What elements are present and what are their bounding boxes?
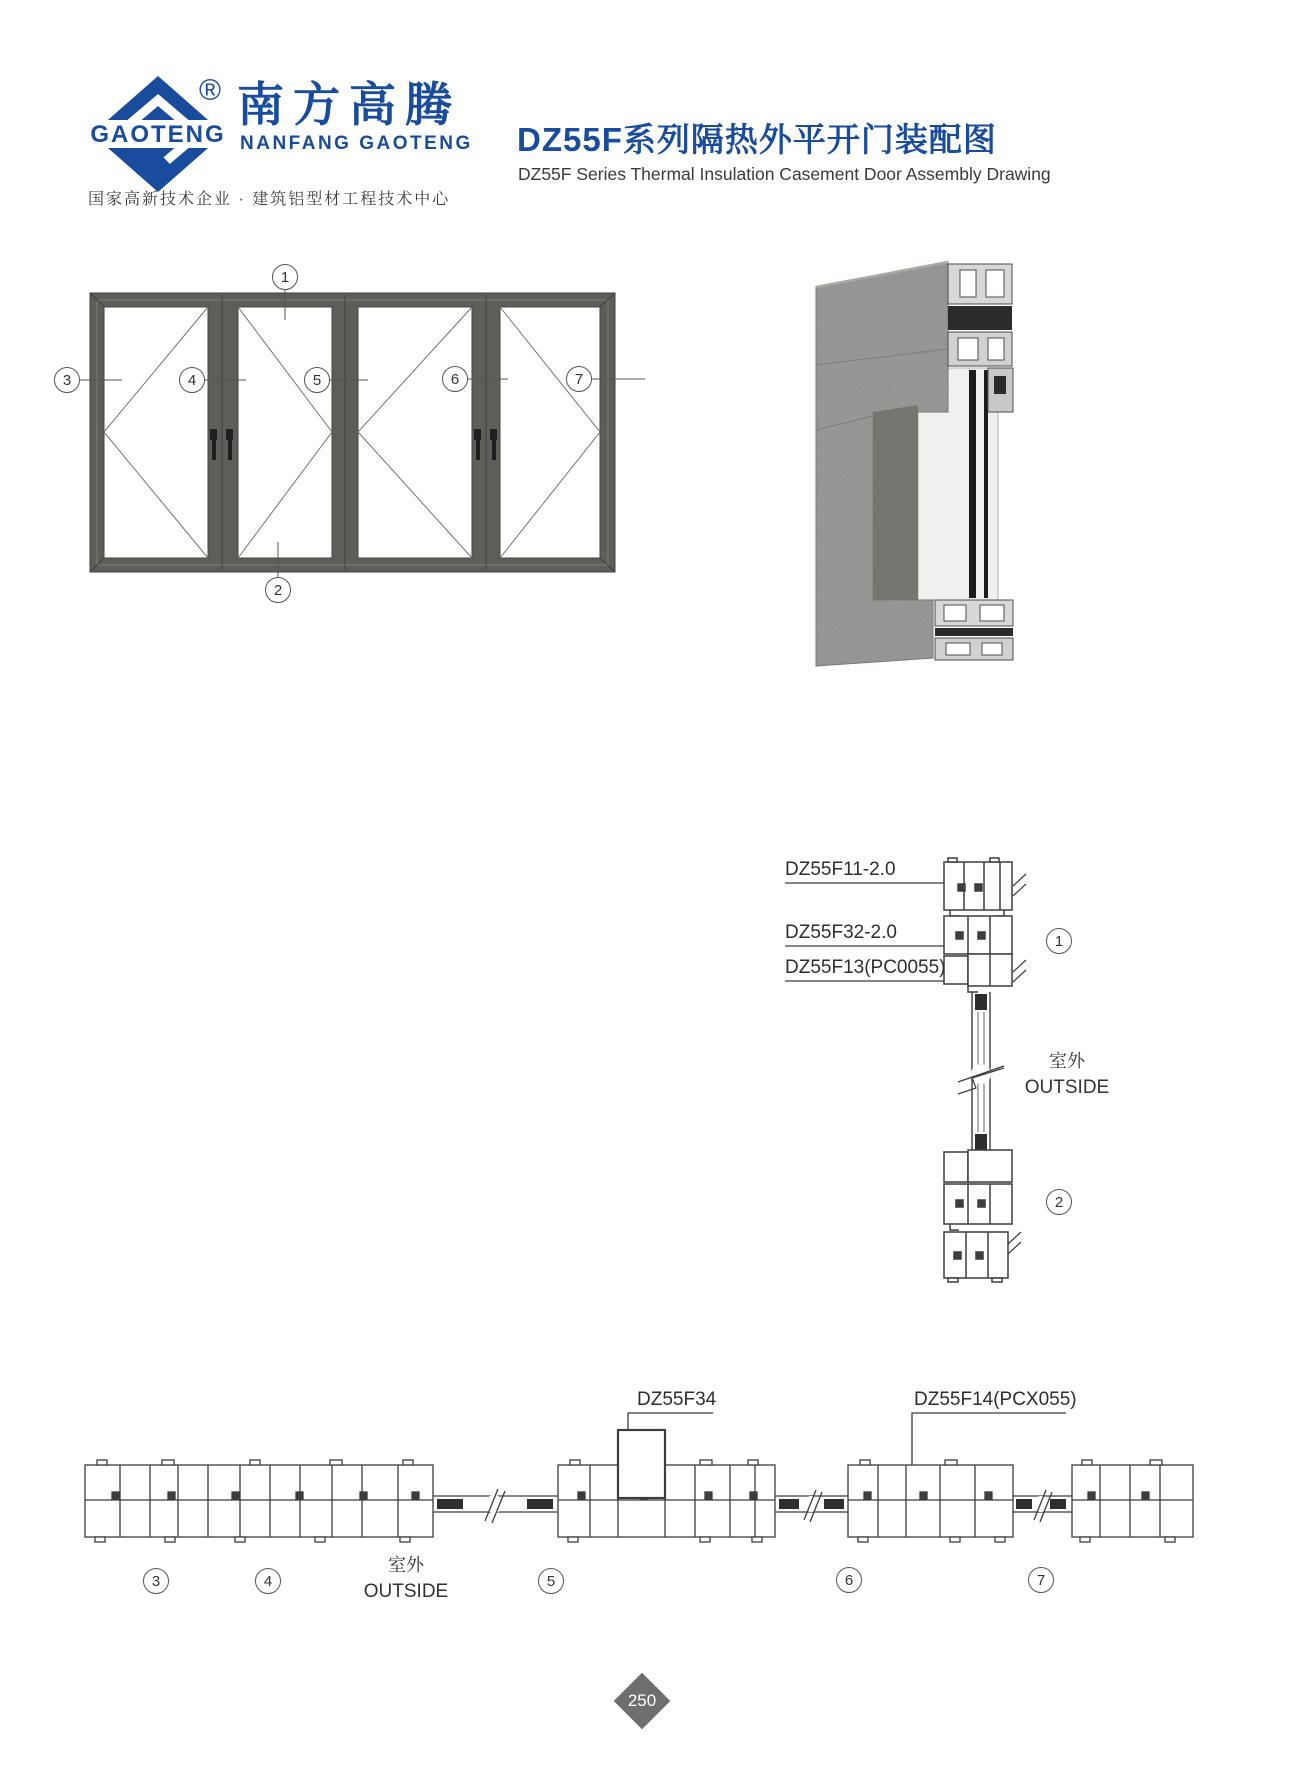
page-subtitle: DZ55F Series Thermal Insulation Casement Door Assembly Drawing xyxy=(518,164,1051,184)
callout-section-6: 6 xyxy=(836,1567,862,1593)
door-panel-1 xyxy=(104,307,208,558)
logo-mark-text: GAOTENG xyxy=(90,121,226,148)
callout-section-2: 2 xyxy=(1046,1189,1072,1215)
profile-group-d xyxy=(1072,1460,1193,1542)
outside-en: OUTSIDE xyxy=(1024,1077,1110,1099)
callout-3: 3 xyxy=(54,367,80,393)
callout-section-4: 4 xyxy=(255,1568,281,1594)
callout-1: 1 xyxy=(272,264,298,290)
callout-2: 2 xyxy=(265,577,291,603)
brand-tagline: 国家高新技术企业 · 建筑铝型材工程技术中心 xyxy=(88,191,451,208)
profile-group-b xyxy=(558,1460,775,1542)
door-handle xyxy=(210,429,217,440)
head-frame-profile xyxy=(944,858,1012,992)
callout-6: 6 xyxy=(442,366,468,392)
callout-section-1: 1 xyxy=(1046,928,1072,954)
part-label-dz55f13: DZ55F13(PC0055) xyxy=(785,957,946,978)
glass-connector xyxy=(433,1489,558,1523)
brand-name-cn: 南方高腾 xyxy=(237,78,461,131)
sill-profile xyxy=(944,1150,1012,1282)
outside-label-vertical xyxy=(1002,1048,1132,1102)
outside-en: OUTSIDE xyxy=(363,1581,449,1603)
horizontal-leaders xyxy=(628,1413,1066,1468)
door-panel-3 xyxy=(358,307,472,558)
render-bottom-profiles xyxy=(935,600,1013,660)
elevation-drawing xyxy=(40,240,680,610)
mullion-dz55f34 xyxy=(618,1430,665,1498)
outside-label-horizontal xyxy=(336,1552,476,1606)
horizontal-section-drawing xyxy=(60,1390,1240,1560)
part-label-dz55f11: DZ55F11-2.0 xyxy=(785,859,896,880)
part-label-dz55f14: DZ55F14(PCX055) xyxy=(914,1389,1077,1410)
door-handle xyxy=(474,429,481,440)
brand-name-en: NANFANG GAOTENG xyxy=(240,133,473,154)
callout-4: 4 xyxy=(179,367,205,393)
page-number: 250 xyxy=(627,1691,657,1710)
profile-group-c xyxy=(848,1460,1013,1542)
callout-7: 7 xyxy=(566,366,592,392)
door-panel-2 xyxy=(238,307,332,558)
wall-hatch-ticks xyxy=(1008,1232,1021,1254)
outside-cn: 室外 xyxy=(388,1555,424,1575)
callout-5: 5 xyxy=(304,367,330,393)
glass-break-symbol xyxy=(958,1064,1004,1094)
profile-3d-render xyxy=(740,240,1030,670)
render-reveal xyxy=(873,405,918,600)
page-number-badge xyxy=(614,1673,671,1730)
page-title: DZ55F系列隔热外平开门装配图 xyxy=(517,121,997,158)
glass-connector xyxy=(775,1490,848,1522)
callout-section-7: 7 xyxy=(1028,1567,1054,1593)
outside-cn: 室外 xyxy=(1049,1051,1085,1071)
part-label-dz55f32: DZ55F32-2.0 xyxy=(785,922,897,943)
door-handle xyxy=(226,429,233,440)
glass-connector xyxy=(1013,1490,1072,1522)
registered-mark: ® xyxy=(198,74,222,107)
part-label-dz55f34: DZ55F34 xyxy=(637,1389,717,1410)
wall-hatch-ticks xyxy=(1013,874,1026,982)
callout-section-3: 3 xyxy=(143,1568,169,1594)
door-panel-4 xyxy=(500,307,600,558)
callout-section-5: 5 xyxy=(538,1568,564,1594)
door-handle xyxy=(490,429,497,440)
profile-group-a xyxy=(85,1460,433,1542)
